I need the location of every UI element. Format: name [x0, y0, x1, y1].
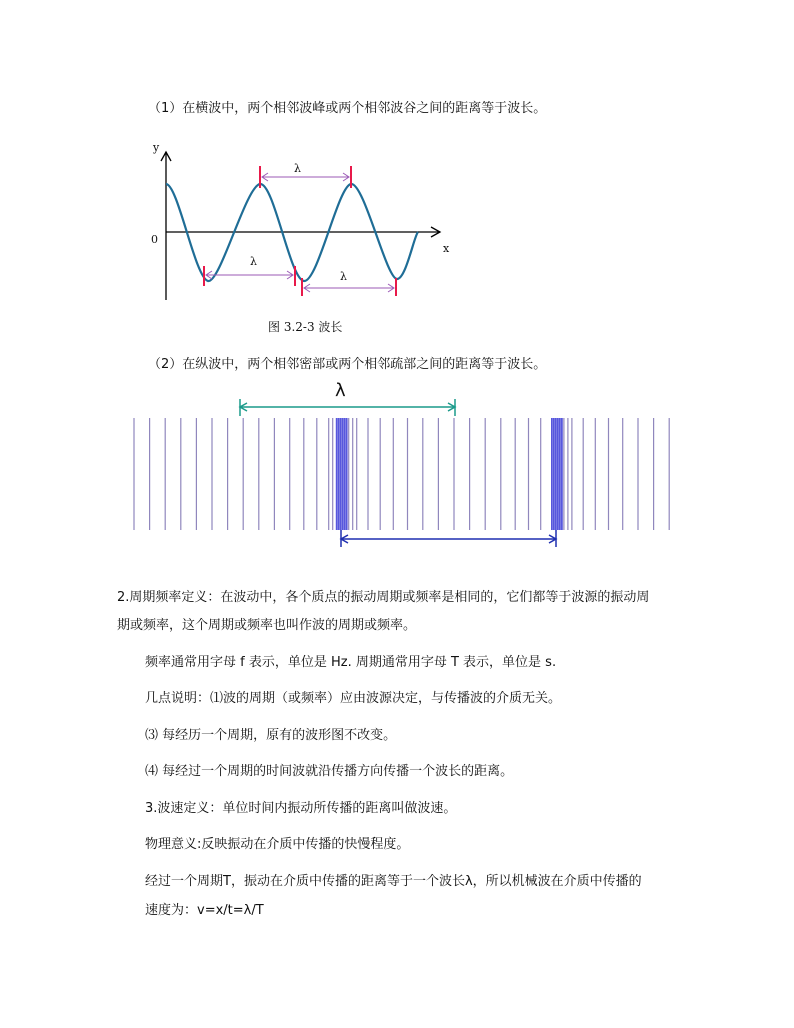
- lambda-top-label: λ: [294, 162, 301, 175]
- para-longitudinal: （2）在纵波中，两个相邻密部或两个相邻疏部之间的距离等于波长。: [148, 357, 547, 372]
- y-axis-label: y: [153, 141, 160, 154]
- section2-line1: 2.周期频率定义：在波动中，各个质点的振动周期或频率是相同的，它们都等于波源的振动周: [117, 590, 650, 605]
- para-transverse: （1）在横波中，两个相邻波峰或两个相邻波谷之间的距离等于波长。: [148, 101, 547, 116]
- section2-line5: ⑶ 每经历一个周期，原有的波形图不改变。: [145, 728, 397, 743]
- section2-line2: 期或频率，这个周期或频率也叫作波的周期或频率。: [117, 618, 417, 633]
- section3-line3: 经过一个周期T，振动在介质中传播的距离等于一个波长λ，所以机械波在介质中传播的: [145, 874, 642, 889]
- section2-line4: 几点说明：⑴波的周期（或频率）应由波源决定，与传播波的介质无关。: [145, 691, 562, 706]
- section3-line2: 物理意义:反映振动在介质中传播的快慢程度。: [145, 837, 410, 852]
- section2-line6: ⑷ 每经过一个周期的时间波就沿传播方向传播一个波长的距离。: [145, 764, 514, 779]
- origin-label: 0: [151, 233, 158, 246]
- section3-line1: 3.波速定义：单位时间内振动所传播的距离叫做波速。: [145, 801, 457, 816]
- figure-caption: 图 3.2-3 波长: [268, 320, 343, 334]
- lambda-big-label: λ: [335, 380, 346, 401]
- section3-line4: 速度为：v=x/t=λ/T: [145, 903, 264, 918]
- lambda-left-label: λ: [250, 255, 257, 268]
- section2-line3: 频率通常用字母 f 表示，单位是 Hz. 周期通常用字母 T 表示，单位是 s.: [145, 655, 557, 670]
- lambda-right-label: λ: [340, 270, 347, 283]
- x-axis-label: x: [443, 242, 450, 255]
